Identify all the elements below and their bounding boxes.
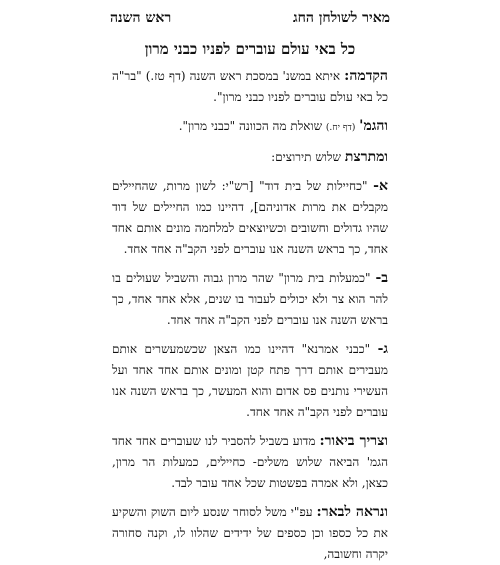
paragraph [112, 502, 388, 565]
article-body [112, 66, 389, 561]
paragraph [112, 431, 388, 494]
paragraph-text: איתא במשנ' במסכת ראש השנה (דף טז.) "בר"ה כל באי עולם עוברים לפניו כבני מרון". [112, 69, 388, 104]
header-book-title: מאיר לשולחן החג [293, 9, 390, 26]
paragraph-lead: והגמ' [359, 118, 388, 134]
paragraph-text: "כחיילות של בית דוד" [רש"י: לשון מרות, שהחיילים מקבלים את מרות אדוניהם], דהיינו כמו החיילים של דוד שהיו גדולים וחשובים וכשיוצאים למלחמה מונים אותם אחד אחד, כך בראש השנה אנו עוברים לפני הקב"ה אחד אחד. [112, 179, 388, 256]
paragraph [112, 268, 388, 331]
paragraph-lead: ב- [375, 270, 388, 286]
paragraph [112, 176, 388, 260]
paragraph-text: עפ"י משל לסוחר שנסע ליום השוק והשקיע את כל כספו וכן כספים של ידידים שהלוו לו, וקנה סחורה יקרה וחשובה, [112, 505, 388, 561]
paragraph-text: "כבני אמרנא" דהיינו כמו הצאן שכשמעשרים אותם מעבירים אותם דרך פתח קטן ומונים אותם אחד אחד ועל העשירי נותנים פס אדום והוא המעשר, כך בראש השנה אנו עוברים לפני הקב"ה אחד אחד. [112, 342, 388, 419]
paragraph-text: "כמעלות בית מרון" שהר מרון גבוה והשביל שעולים בו להר הוא צר ולא יכולים לעבור בו שנים, אלא אחד אחד, כך בראש השנה אנו עוברים לפני הקב"ה אחד אחד. [112, 271, 388, 327]
paragraph-lead: א- [373, 178, 388, 194]
paragraph-lead: וצריך ביאור: [319, 433, 389, 449]
paragraph-lead: ומתרצת [344, 149, 388, 165]
paragraph-text: שואלת מה הכוונה "כבני מרון". [178, 119, 323, 133]
paragraph-lead: ונראה לבאר: [316, 504, 388, 520]
paragraph-lead: הקדמה: [344, 68, 388, 84]
header-section-title: ראש השנה [110, 9, 172, 26]
paragraph [112, 339, 388, 423]
paragraph [112, 116, 388, 139]
paragraph [112, 66, 388, 108]
paragraph-text: שלוש תירוצים: [271, 150, 341, 164]
paragraph [112, 147, 388, 168]
paragraph-lead: ג- [377, 341, 388, 357]
running-header [110, 8, 390, 28]
paragraph-text: מדוע בשביל להסביר לנו שעוברים אחד אחד הגמ' הביאה שלוש משלים- כחיילים, כמעלות הר מרון, כצאן, ולא אמרה בפשטות שכל אחד עובר לבד. [112, 434, 388, 490]
paragraph-reference: (דף יח.) [325, 123, 356, 133]
article-title: כל באי עולם עוברים לפניו כבני מרון [144, 40, 356, 58]
